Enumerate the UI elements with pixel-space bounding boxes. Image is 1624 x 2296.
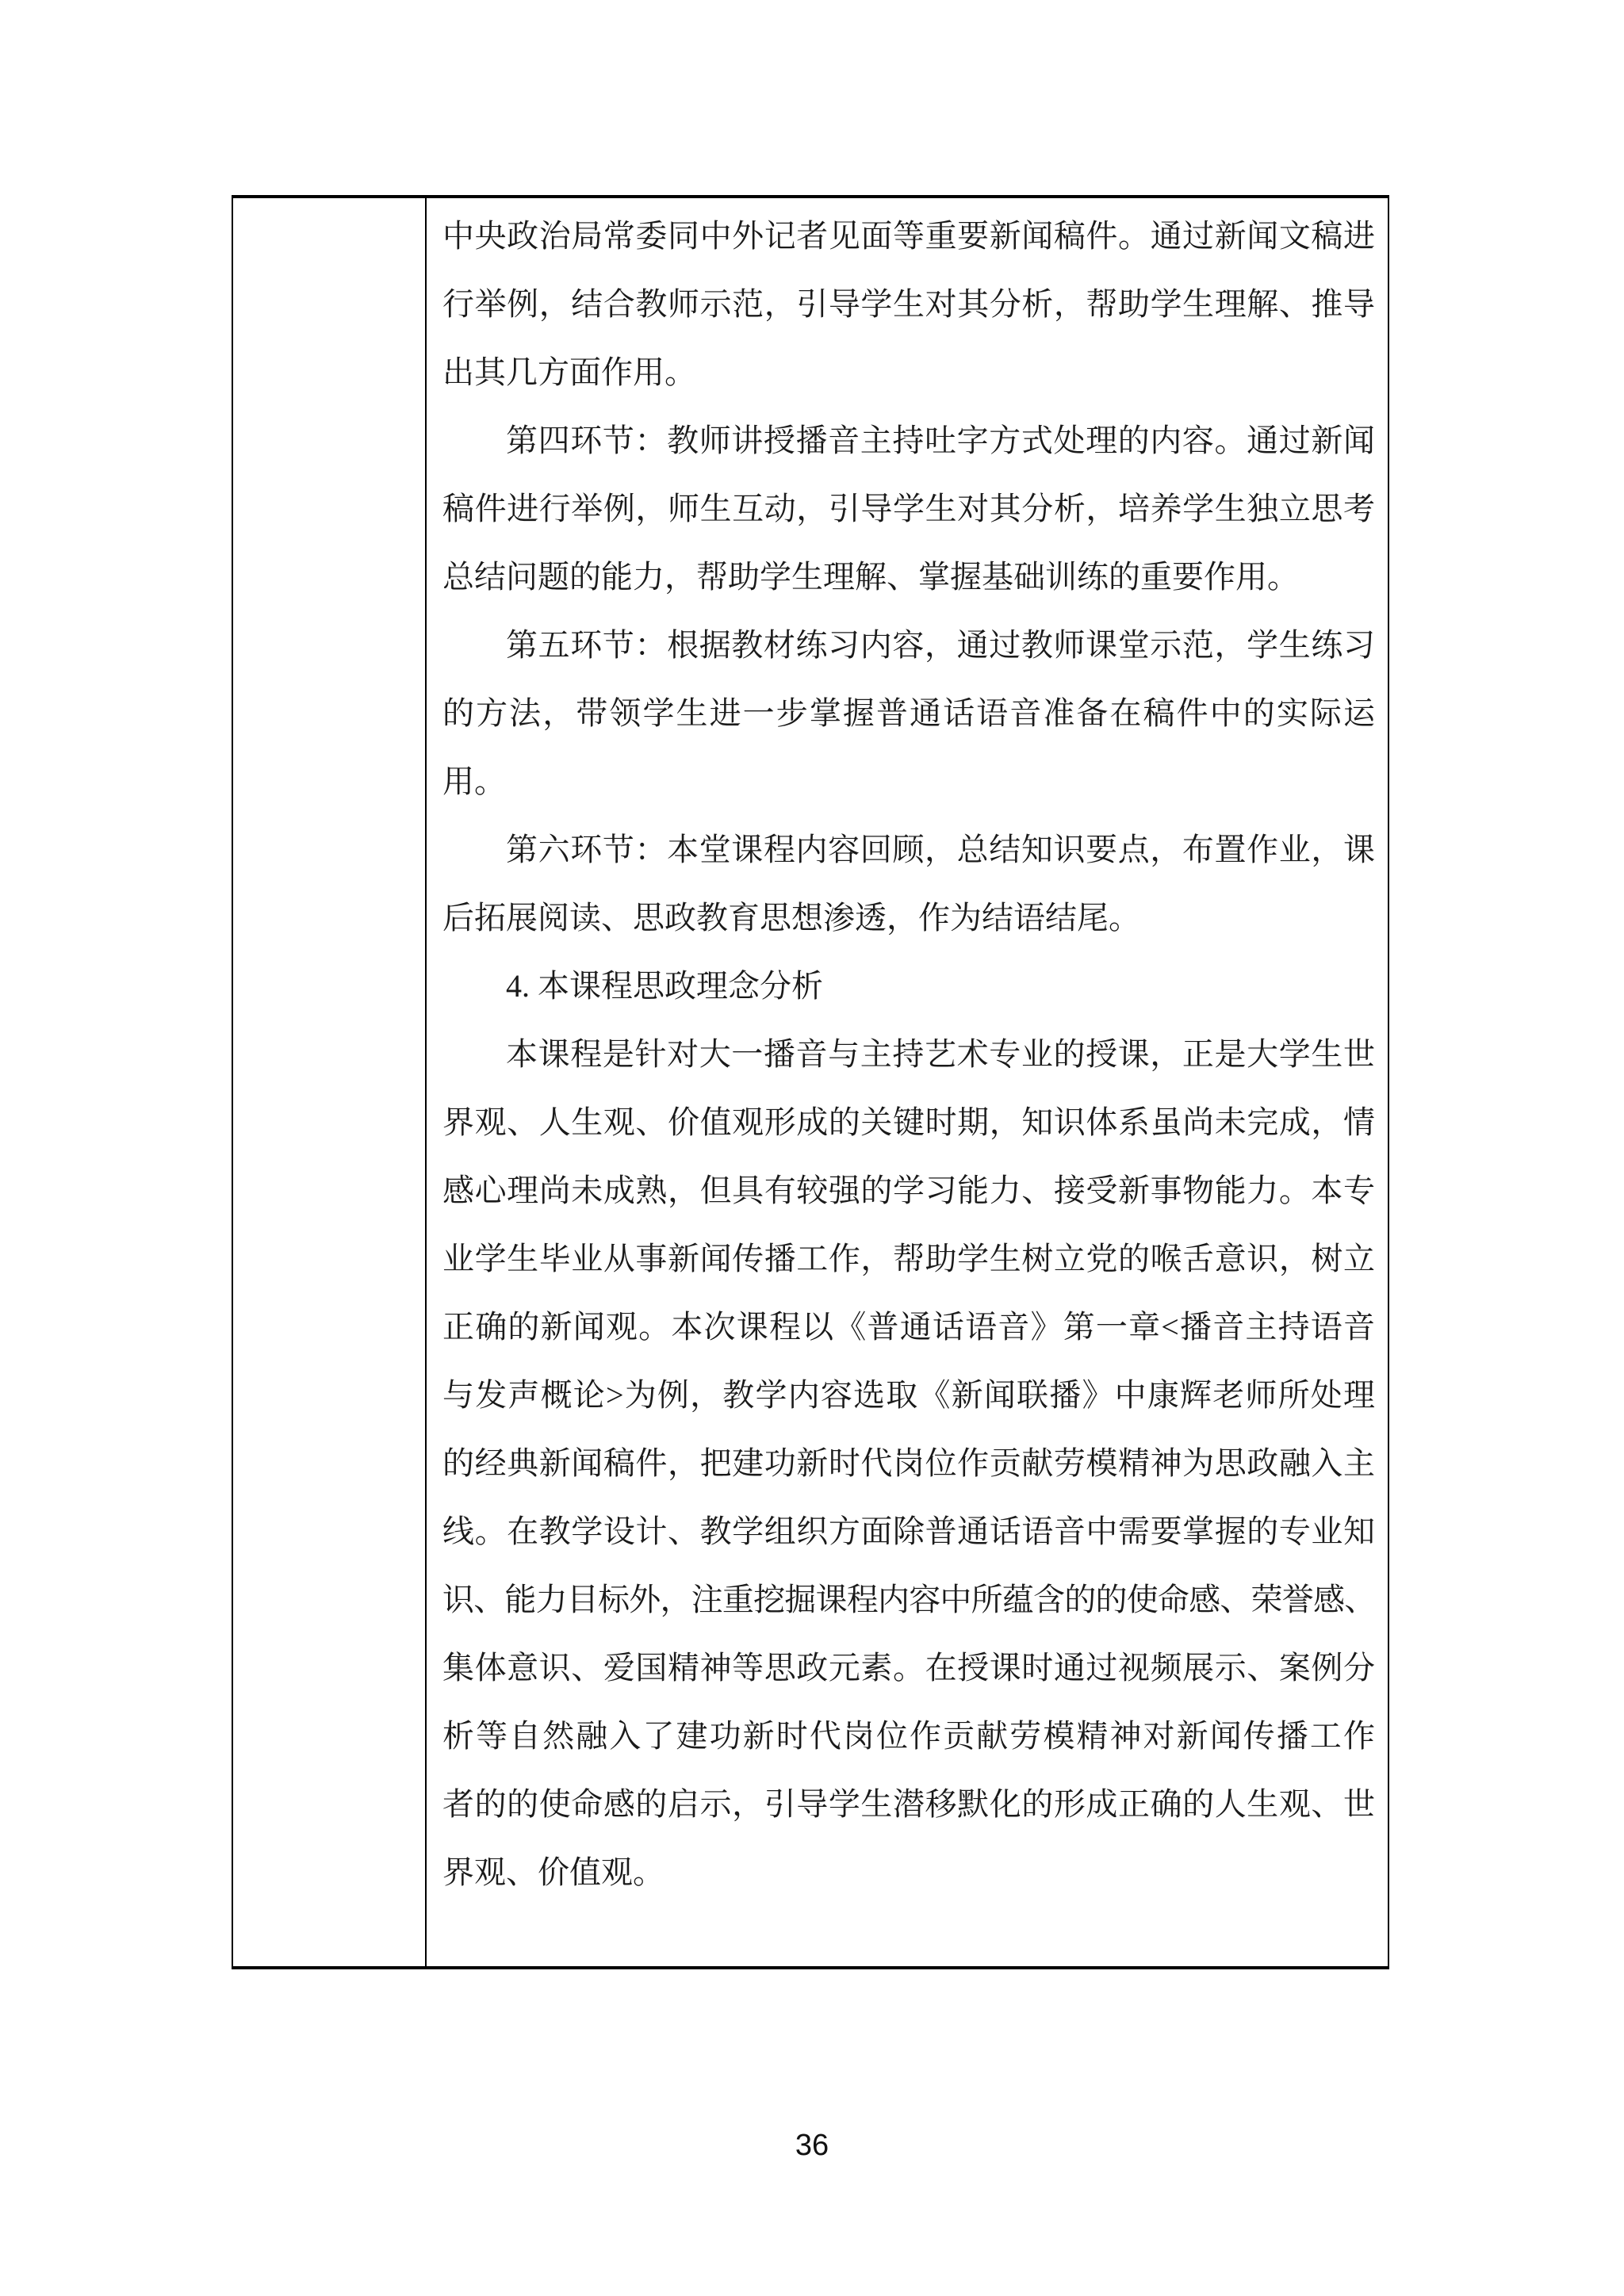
text-line: 者的的使命感的启示，引导学生潜移默化的形成正确的人生观、世 [442,1786,1375,1822]
text-line: 与发声概论>为例，教学内容选取《新闻联播》中康辉老师所处理 [442,1377,1375,1413]
text-line: 用。 [442,763,506,799]
table-left-cell [233,198,427,1966]
text-line: 本课程是针对大一播音与主持艺术专业的授课，正是大学生世 [506,1036,1375,1072]
text-line: 4. 本课程思政理念分析 [506,968,823,1004]
lesson-plan-table [232,195,1389,1969]
text-line: 识、能力目标外，注重挖掘课程内容中所蕴含的的使命感、荣誉感、 [442,1582,1375,1617]
main-cell-text [442,202,1375,1907]
text-line: 稿件进行举例，师生互动，引导学生对其分析，培养学生独立思考 [442,491,1375,526]
text-line: 的经典新闻稿件，把建功新时代岗位作贡献劳模精神为思政融入主 [442,1445,1375,1481]
page-number: 36 [795,2129,829,2162]
text-line: 业学生毕业从事新闻传播工作，帮助学生树立党的喉舌意识，树立 [442,1241,1375,1276]
text-line: 正确的新闻观。本次课程以《普通话语音》第一章<播音主持语音 [442,1309,1375,1345]
text-line: 线。在教学设计、教学组织方面除普通话语音中需要掌握的专业知 [442,1513,1375,1549]
table-main-cell [427,198,1388,1966]
text-line: 第五环节：根据教材练习内容，通过教师课堂示范，学生练习 [506,627,1375,663]
text-line: 集体意识、爱国精神等思政元素。在授课时通过视频展示、案例分 [442,1650,1375,1686]
text-line: 中央政治局常委同中外记者见面等重要新闻稿件。通过新闻文稿进 [442,218,1375,254]
text-line: 总结问题的能力，帮助学生理解、掌握基础训练的重要作用。 [442,559,1299,595]
text-line: 第六环节：本堂课程内容回顾，总结知识要点，布置作业，课 [506,832,1375,867]
text-line: 界观、人生观、价值观形成的关键时期，知识体系虽尚未完成，情 [442,1104,1375,1140]
text-line: 行举例，结合教师示范，引导学生对其分析，帮助学生理解、推导 [442,286,1375,322]
text-line: 感心理尚未成熟，但具有较强的学习能力、接受新事物能力。本专 [442,1173,1375,1208]
text-line: 析等自然融入了建功新时代岗位作贡献劳模精神对新闻传播工作 [442,1718,1375,1754]
text-line: 界观、价值观。 [442,1854,665,1890]
text-line: 的方法，带领学生进一步掌握普通话语音准备在稿件中的实际运 [442,695,1375,731]
text-line: 出其几方面作用。 [442,354,696,390]
text-line: 后拓展阅读、思政教育思想渗透，作为结语结尾。 [442,900,1140,936]
text-line: 第四环节：教师讲授播音主持吐字方式处理的内容。通过新闻 [506,423,1375,458]
